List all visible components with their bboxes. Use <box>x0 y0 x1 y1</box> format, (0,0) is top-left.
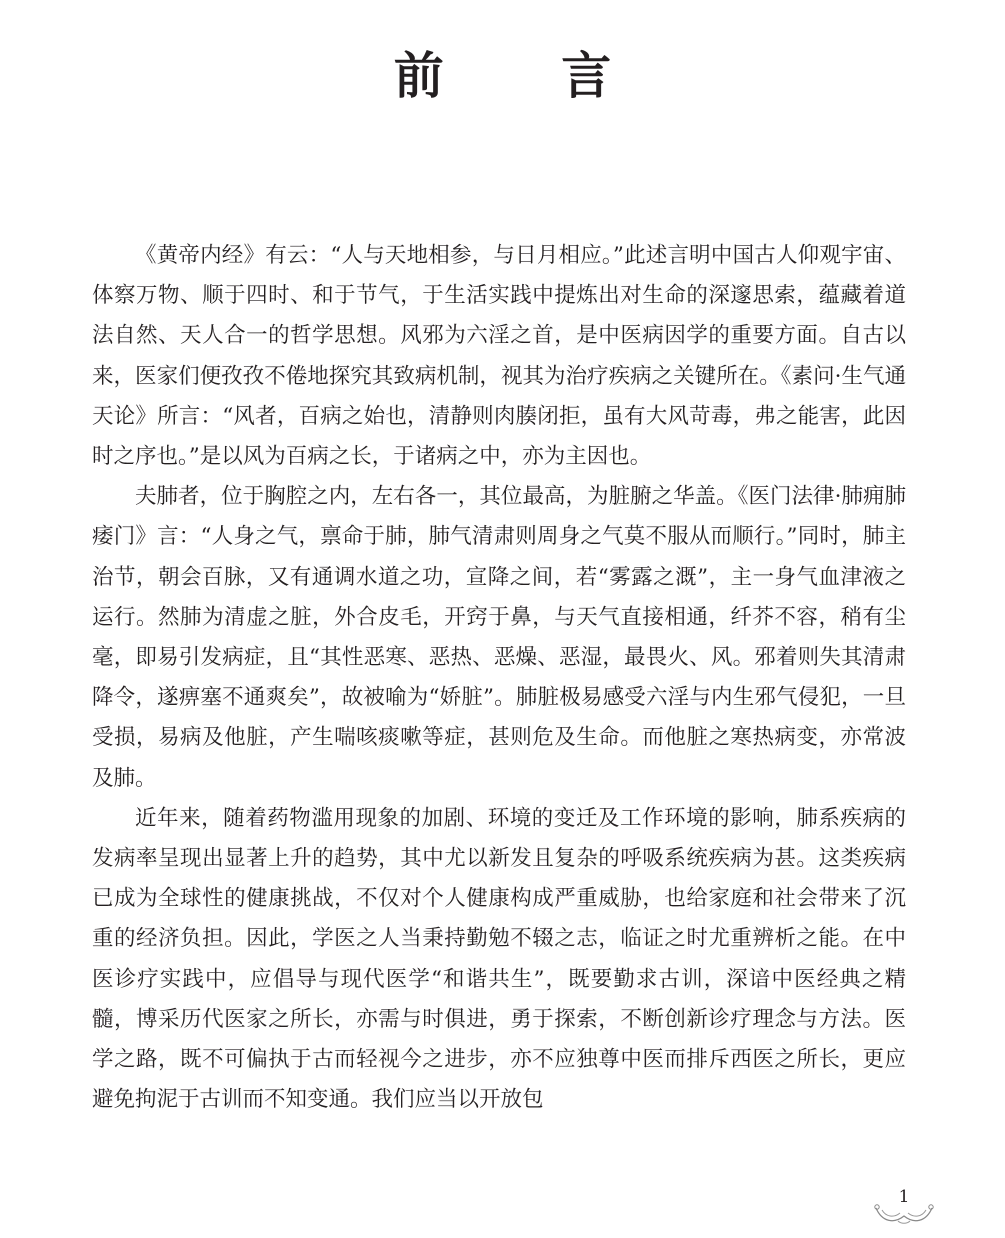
cloud-ornament-icon <box>872 1202 936 1226</box>
page-number: 1 <box>898 1187 910 1207</box>
page-title: 前 言 <box>393 46 662 105</box>
paragraph-3: 近年来，随着药物滥用现象的加剧、环境的变迁及工作环境的影响，肺系疾病的发病率呈现出显著上升的趋势，其中尤以新发且复杂的呼吸系统疾病为甚。这类疾病已成为全球性的健康挑战，不仅对个人健康构成严重威胁，也给家庭和社会带来了沉重的经济负担。因此，学医之人当秉持勤勉不辍之志，临证之时尤重辨析之能。在中医诊疗实践中，应倡导与现代医学“和谐共生”，既要勤求古训，深谙中医经典之精髓，博采历代医家之所长，亦需与时俱进，勇于探索，不断创新诊疗理念与方法。医学之路，既不可偏执于古而轻视今之进步，亦不应独尊中医而排斥西医之所长，更应避免拘泥于古训而不知变通。我们应当以开放包 <box>92 805 906 1113</box>
paragraph-1: 《黄帝内经》有云：“人与天地相参，与日月相应。”此述言明中国古人仰观宇宙、体察万物、顺于四时、和于节气，于生活实践中提炼出对生命的深邃思索，蕴藏着道法自然、天人合一的哲学思想。风邪为六淫之首，是中医病因学的重要方面。自古以来，医家们便孜孜不倦地探究其致病机制，视其为治疗疾病之关键所在。《素问·生气通天论》所言：“风者，百病之始也，清静则肉腠闭拒，虽有大风苛毒，弗之能害，此因时之序也。”是以风为百病之长，于诸病之中，亦为主因也。 <box>92 243 906 470</box>
body-text <box>92 236 906 1120</box>
paragraph-2: 夫肺者，位于胸腔之内，左右各一，其位最高，为脏腑之华盖。《医门法律·肺痈肺痿门》言：“人身之气，禀命于肺，肺气清肃则周身之气莫不服从而顺行。”同时，肺主治节，朝会百脉，又有通调水道之功，宣降之间，若“雾露之溉”，主一身气血津液之运行。然肺为清虚之脏，外合皮毛，开窍于鼻，与天气直接相通，纤芥不容，稍有尘毫，即易引发病症，且“其性恶寒、恶热、恶燥、恶湿，最畏火、风。邪着则失其清肃降令，遂痹塞不通爽矣”，故被喻为“娇脏”。肺脏极易感受六淫与内生邪气侵犯，一旦受损，易病及他脏，产生喘咳痰嗽等症，甚则危及生命。而他脏之寒热病变，亦常波及肺。 <box>92 484 906 791</box>
page-footer <box>868 1186 940 1228</box>
